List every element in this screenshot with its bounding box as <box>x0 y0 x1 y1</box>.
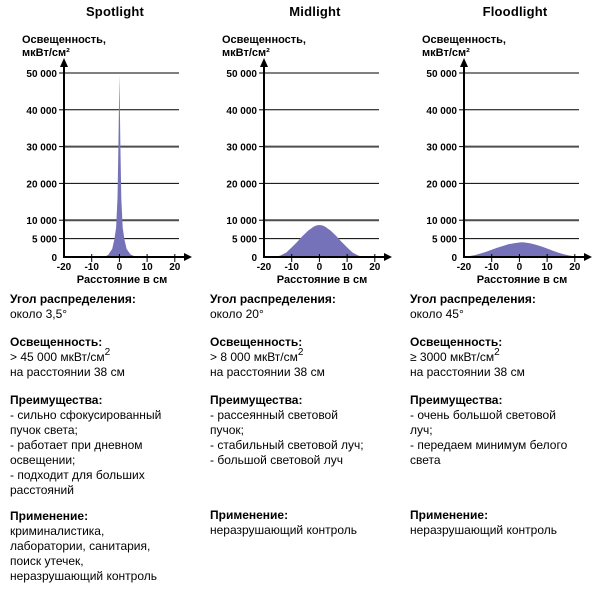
superscript-2: 2 <box>104 347 111 358</box>
column-midlight <box>200 0 400 584</box>
illuminance-distance: на расстоянии 38 см <box>410 365 525 379</box>
svg-text:-20: -20 <box>256 262 272 273</box>
svg-text:Расстояние в см: Расстояние в см <box>476 274 568 286</box>
svg-text:0: 0 <box>316 262 323 273</box>
svg-text:Освещенность,: Освещенность, <box>422 34 506 46</box>
angle-value: около 3,5° <box>10 307 68 321</box>
svg-text:0: 0 <box>516 262 523 273</box>
illuminance-section <box>10 335 196 380</box>
svg-text:Расстояние в см: Расстояние в см <box>276 274 368 286</box>
svg-text:20 000: 20 000 <box>226 179 257 191</box>
illuminance-value <box>410 347 596 365</box>
chart-title-floodlight: Floodlight <box>482 4 548 19</box>
text-line: - стабильный световой луч; <box>210 438 364 452</box>
floodlight-distribution-chart <box>400 30 600 288</box>
applications-section <box>10 509 196 584</box>
advantages-section <box>410 393 596 497</box>
svg-text:10 000: 10 000 <box>26 216 57 228</box>
text-line: расстояний <box>10 483 74 497</box>
illuminance-section <box>410 335 596 380</box>
text-line: лаборатории, санитария, <box>10 539 151 553</box>
illuminance-number: > 45 000 мкВт/см <box>10 350 105 364</box>
svg-text:Освещенность,: Освещенность, <box>22 34 106 46</box>
text-line: пучок; <box>210 423 245 437</box>
svg-text:Освещенность,: Освещенность, <box>222 34 306 46</box>
svg-text:5 000: 5 000 <box>31 234 57 246</box>
applications-list <box>410 523 596 538</box>
text-line: - рассеянный световой <box>210 408 338 422</box>
spotlight-distribution-chart <box>0 30 200 288</box>
column-spotlight <box>0 0 200 584</box>
text-line: - очень большой световой <box>410 408 556 422</box>
applications-heading: Применение: <box>410 508 489 522</box>
advantages-list <box>210 408 396 468</box>
svg-text:5 000: 5 000 <box>231 234 257 246</box>
svg-text:30 000: 30 000 <box>426 142 457 154</box>
svg-text:40 000: 40 000 <box>26 105 57 117</box>
text-line: освещении; <box>10 453 76 467</box>
text-line: неразрушающий контроль <box>10 569 157 583</box>
chart-title-spotlight: Spotlight <box>85 4 145 19</box>
illuminance-distance: на расстоянии 38 см <box>10 365 125 379</box>
svg-text:10: 10 <box>141 262 153 273</box>
svg-text:мкВт/см²: мкВт/см² <box>222 47 270 59</box>
angle-section <box>10 292 196 322</box>
text-line: - работает при дневном <box>10 438 143 452</box>
advantages-list <box>410 408 596 468</box>
text-line: - большой световой луч <box>210 453 343 467</box>
svg-text:20: 20 <box>369 262 381 273</box>
svg-text:0: 0 <box>451 253 457 264</box>
applications-heading: Применение: <box>10 509 89 523</box>
midlight-distribution-chart <box>200 30 400 288</box>
svg-text:Расстояние в см: Расстояние в см <box>76 274 168 286</box>
svg-text:10 000: 10 000 <box>226 216 257 228</box>
text-line: неразрушающий контроль <box>410 523 557 537</box>
text-line: - сильно сфокусированный <box>10 408 162 422</box>
angle-section <box>410 292 596 322</box>
illuminance-section <box>210 335 396 380</box>
applications-list <box>210 523 396 538</box>
svg-text:30 000: 30 000 <box>226 142 257 154</box>
svg-text:-20: -20 <box>456 262 472 273</box>
svg-text:-10: -10 <box>84 262 99 273</box>
applications-heading: Применение: <box>210 508 289 522</box>
svg-text:0: 0 <box>51 253 57 264</box>
illuminance-distance: на расстоянии 38 см <box>210 365 325 379</box>
angle-value: около 20° <box>210 307 264 321</box>
svg-text:50 000: 50 000 <box>26 69 57 80</box>
applications-section <box>410 508 596 538</box>
svg-text:20: 20 <box>169 262 181 273</box>
angle-heading: Угол распределения: <box>410 292 536 306</box>
svg-text:40 000: 40 000 <box>226 105 257 117</box>
midlight-description <box>210 292 396 538</box>
text-line: неразрушающий контроль <box>210 523 357 537</box>
svg-text:50 000: 50 000 <box>426 69 457 80</box>
advantages-section <box>10 393 196 498</box>
text-line: - подходит для больших <box>10 468 145 482</box>
advantages-heading: Преимущества: <box>10 393 103 407</box>
angle-section <box>210 292 396 322</box>
text-line: - передаем минимум белого <box>410 438 568 452</box>
floodlight-description <box>410 292 596 538</box>
svg-text:10: 10 <box>541 262 553 273</box>
svg-text:-10: -10 <box>484 262 499 273</box>
text-line: луч; <box>410 423 433 437</box>
advantages-section <box>210 393 396 497</box>
svg-text:10: 10 <box>341 262 353 273</box>
illuminance-number: > 8 000 мкВт/см <box>210 350 298 364</box>
svg-text:мкВт/см²: мкВт/см² <box>422 47 470 59</box>
svg-text:40 000: 40 000 <box>426 105 457 117</box>
illuminance-number: ≥ 3000 мкВт/см <box>410 350 495 364</box>
illuminance-value <box>210 347 396 365</box>
svg-text:20 000: 20 000 <box>26 179 57 191</box>
illuminance-value <box>10 347 196 365</box>
advantages-list <box>10 408 196 498</box>
text-line: криминалистика, <box>10 524 105 538</box>
svg-text:5 000: 5 000 <box>431 234 457 246</box>
svg-text:-20: -20 <box>56 262 72 273</box>
spotlight-description <box>10 292 196 584</box>
advantages-heading: Преимущества: <box>410 393 503 407</box>
svg-text:10 000: 10 000 <box>426 216 457 228</box>
svg-text:30 000: 30 000 <box>26 142 57 154</box>
text-line: света <box>410 453 441 467</box>
svg-text:0: 0 <box>251 253 257 264</box>
applications-list <box>10 524 196 584</box>
superscript-2: 2 <box>494 347 500 358</box>
illuminance-heading: Освещенность: <box>210 335 303 349</box>
advantages-heading: Преимущества: <box>210 393 303 407</box>
angle-heading: Угол распределения: <box>210 292 336 306</box>
svg-text:20 000: 20 000 <box>426 179 457 191</box>
svg-text:-10: -10 <box>284 262 299 273</box>
column-floodlight <box>400 0 600 584</box>
applications-section <box>210 508 396 538</box>
angle-heading: Угол распределения: <box>10 292 136 306</box>
svg-text:50 000: 50 000 <box>226 69 257 80</box>
illuminance-heading: Освещенность: <box>410 335 503 349</box>
svg-text:мкВт/см²: мкВт/см² <box>22 47 70 59</box>
chart-title-midlight: Midlight <box>289 4 341 19</box>
angle-value: около 45° <box>410 307 464 321</box>
superscript-2: 2 <box>297 347 304 358</box>
text-line: поиск утечек, <box>10 554 84 568</box>
illuminance-heading: Освещенность: <box>10 335 103 349</box>
svg-text:0: 0 <box>116 262 123 273</box>
svg-text:20: 20 <box>569 262 581 273</box>
text-line: пучок света; <box>10 423 78 437</box>
